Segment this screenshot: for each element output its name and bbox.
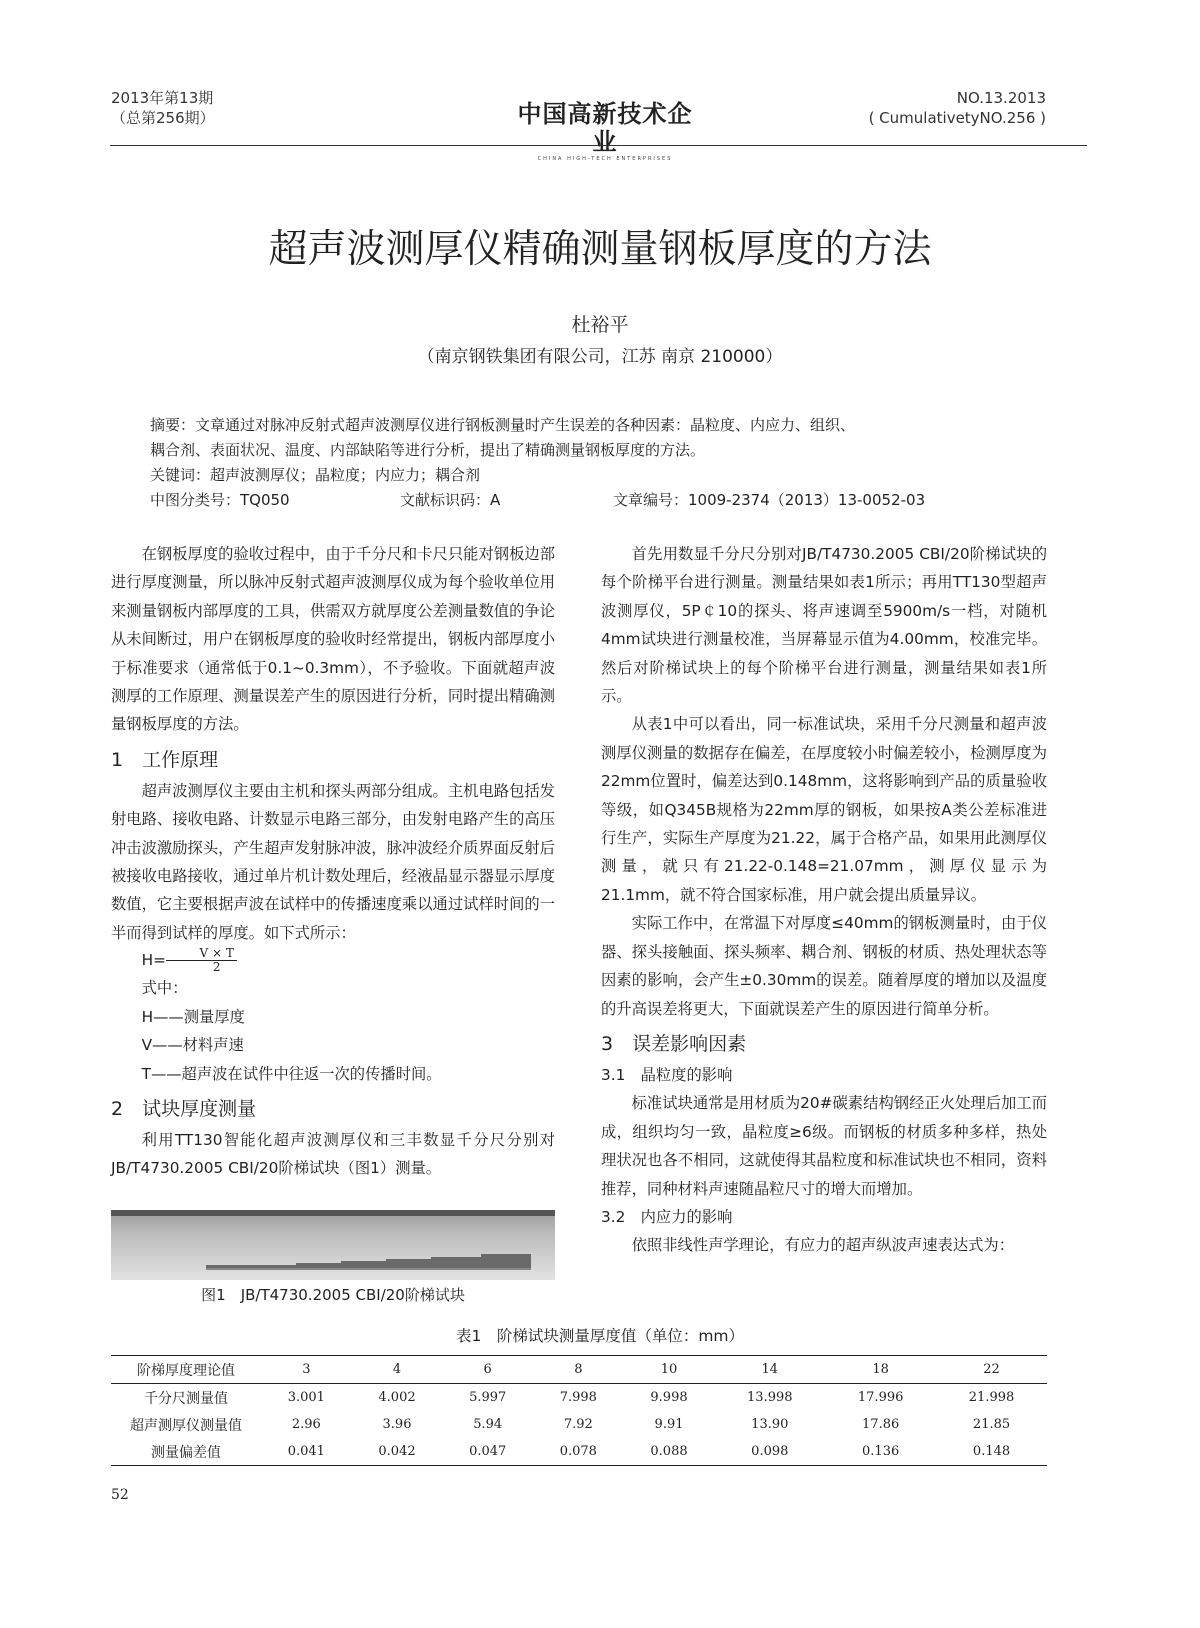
definition-v: V——材料声速 [141, 1036, 244, 1055]
classification-row [150, 488, 1050, 513]
where-label: 式中： [141, 979, 188, 998]
article-number: 文章编号：1009-2374（2013）13-0052-03 [613, 491, 926, 509]
table-cell: 3.96 [382, 1417, 412, 1432]
definition-h: H——测量厚度 [141, 1007, 245, 1026]
table-header-cell: 14 [761, 1362, 779, 1377]
table-cell: 7.998 [559, 1390, 597, 1405]
keywords: 关键词：超声波测厚仪；晶粒度；内应力；耦合剂 [150, 466, 481, 484]
issue-info [111, 88, 215, 128]
right-paragraph-3: 实际工作中，在常温下对厚度≤40mm的钢板测量时，由于仪器、探头接触面、探头频率、耦合剂、钢板的材质、热处理状态等因素的影响，会产生±0.30mm的误差。随着厚度的增加以及温度的升高误差将更大，下面就误差产生的原因进行简单分析。 [601, 914, 1047, 1018]
table-cell: 0.148 [972, 1444, 1011, 1459]
abstract-block [150, 413, 1050, 513]
table-cell: 7.92 [563, 1417, 593, 1432]
journal-logo-en: CHINA HIGH-TECH ENTERPRISES [537, 156, 673, 162]
table-cell: 3.001 [287, 1390, 325, 1405]
table-cell: 21.998 [968, 1390, 1015, 1405]
section-2-paragraph: 利用TT130智能化超声波测厚仪和三丰数显千分尺分别对JB/T4730.2005 CBI/20阶梯试块（图1）测量。 [111, 1130, 555, 1178]
table-caption: 表1 阶梯试块测量厚度值（单位：mm） [455, 1327, 745, 1345]
table-cell: 13.998 [747, 1390, 793, 1405]
table-cell: 17.86 [862, 1417, 900, 1432]
page-number: 52 [111, 1487, 129, 1503]
cumulative-issue-en: ( CumulativetyNO.256 ) [868, 109, 1046, 127]
table-cell: 0.078 [559, 1444, 597, 1459]
abstract-line: 摘要：文章通过对脉冲反射式超声波测厚仪进行钢板测量时产生误差的各种因素：晶粒度、内应力、组织、 [150, 416, 856, 434]
definition-t: T——超声波在试件中往返一次的传播时间。 [141, 1064, 442, 1083]
table-row [111, 1384, 1047, 1412]
journal-logo [515, 100, 695, 162]
table-header-cell: 10 [660, 1362, 678, 1377]
section-3-heading: 3 误差影响因素 [601, 1032, 747, 1055]
table-header-cell: 18 [872, 1362, 889, 1377]
step-block-photo [111, 1210, 555, 1280]
subsection-3-1-heading: 3.1 晶粒度的影响 [601, 1065, 733, 1084]
table-header-cell: 3 [302, 1362, 311, 1377]
table-cell: 0.098 [751, 1444, 789, 1459]
clc-number: 中图分类号：TQ050 [150, 491, 290, 509]
subsection-3-2-heading: 3.2 内应力的影响 [601, 1207, 733, 1226]
section-1-paragraph: 超声波测厚仪主要由主机和探头两部分组成。主机电路包括发射电路、接收电路、计数显示电路三部分，由发射电路产生的高压冲击波激励探头，产生超声发射脉冲波，脉冲波经介质界面反射后被接收电路接收，通过单片机计数处理后，经液晶显示器显示厚度数值，它主要根据声波在试样中的传播速度乘以通过试样时间的一半而得到试样的厚度。如下式所示： [111, 781, 555, 942]
table-cell: 21.85 [972, 1417, 1011, 1432]
subsection-3-2-paragraph: 依照非线性声学理论，有应力的超声纵波声速表达式为： [631, 1236, 1015, 1255]
formula-denominator: 2 [212, 960, 221, 975]
header-rule [110, 145, 1087, 146]
left-column [111, 540, 555, 1183]
right-paragraph-2: 从表1中可以看出，同一标准试块，采用千分尺测量和超声波测厚仪测量的数据存在偏差，在厚度较小时偏差较小，检测厚度为22mm位置时，偏差达到0.148mm，这将影响到产品的质量验收等级，如Q345B规格为22mm厚的钢板，如果按A类公差标准进行生产，实际生产厚度为21.22，属于合格产品，如果用此测厚仪测量，就只有21.22-0.148=21.07mm，测厚仪显示为21.1mm，就不符合国家标准，用户就会提出质量异议。 [601, 715, 1047, 904]
row-label: 千分尺测量值 [144, 1390, 228, 1407]
cumulative-issue: （总第256期） [111, 109, 215, 127]
issue-number-en: NO.13.2013 [956, 89, 1046, 107]
table-header-cell: 6 [483, 1362, 492, 1377]
table-cell: 5.94 [473, 1417, 503, 1432]
table-row [111, 1438, 1047, 1466]
table-cell: 17.996 [857, 1390, 904, 1405]
table-header-cell: 22 [983, 1362, 1000, 1377]
intro-paragraph: 在钢板厚度的验收过程中，由于千分尺和卡尺只能对钢板边部进行厚度测量，所以脉冲反射式超声波测厚仪成为每个验收单位用来测量钢板内部厚度的工具，供需双方就厚度公差测量数值的争论从未间断过，用户在钢板厚度的验收时经常提出，钢板内部厚度小于标准要求（通常低于0.1~0.3mm），不予验收。下面就超声波测厚的工作原理、测量误差产生的原因进行分析，同时提出精确测量钢板厚度的方法。 [111, 545, 555, 734]
table-header-cell: 4 [392, 1362, 402, 1377]
right-column [601, 540, 1047, 1260]
section-1-heading: 1 工作原理 [111, 748, 219, 771]
table-cell: 9.91 [654, 1417, 684, 1432]
right-paragraph-1: 首先用数显千分尺分别对JB/T4730.2005 CBI/20阶梯试块的每个阶梯平台进行测量。测量结果如表1所示；再用TT130型超声波测厚仪，5P￠10的探头、将声速调至5900m/s一档，对随机4mm试块进行测量校准，当屏幕显示值为4.00mm，校准完毕。然后对阶梯试块上的每个阶梯平台进行测量，测量结果如表1所示。 [601, 545, 1047, 706]
table-header-cell: 8 [574, 1362, 583, 1377]
author: 杜裕平 [571, 314, 629, 336]
abstract-line: 耦合剂、表面状况、温度、内部缺陷等进行分析，提出了精确测量钢板厚度的方法。 [150, 441, 706, 459]
table-header-label: 阶梯厚度理论值 [137, 1362, 235, 1379]
section-2-heading: 2 试块厚度测量 [111, 1097, 257, 1120]
formula-numerator: V × T [166, 947, 237, 961]
formula [111, 947, 555, 974]
journal-logo-cn: 中国高新技术企业 [517, 99, 693, 156]
subsection-3-1-paragraph: 标准试块通常是用材质为20#碳素结构钢经正火处理后加工而成，组织均匀一致，晶粒度≥6级。而钢板的材质多种多样，热处理状况也各不相同，这就使得其晶粒度和标准试块也不相同，资料推荐，同种材料声速随晶粒尺寸的增大而增加。 [601, 1094, 1047, 1198]
table-header-row [111, 1356, 1047, 1384]
table-cell: 0.041 [287, 1444, 325, 1459]
issue-number: 2013年第13期 [111, 89, 214, 107]
table-cell: 13.90 [751, 1417, 789, 1432]
table-cell: 2.96 [291, 1417, 321, 1432]
table-cell: 0.088 [650, 1444, 688, 1459]
article-title: 超声波测厚仪精确测量钢板厚度的方法 [268, 227, 932, 272]
row-label: 测量偏差值 [151, 1444, 221, 1461]
affiliation: （南京钢铁集团有限公司，江苏 南京 210000） [417, 347, 783, 367]
formula-lhs: H= [141, 951, 166, 970]
table-cell: 5.997 [469, 1390, 507, 1405]
measurement-table [111, 1355, 1047, 1466]
table-cell: 0.136 [862, 1444, 900, 1459]
row-label: 超声测厚仪测量值 [130, 1417, 242, 1434]
figure-caption: 图1 JB/T4730.2005 CBI/20阶梯试块 [201, 1286, 465, 1304]
table-cell: 0.047 [469, 1444, 507, 1459]
table-cell: 0.042 [378, 1444, 416, 1459]
formula-fraction [166, 947, 237, 974]
table-cell: 4.002 [378, 1390, 416, 1405]
document-code: 文献标识码：A [400, 491, 501, 509]
table-cell: 9.998 [650, 1390, 688, 1405]
table-row [111, 1411, 1047, 1438]
issue-info-en [760, 88, 1046, 128]
